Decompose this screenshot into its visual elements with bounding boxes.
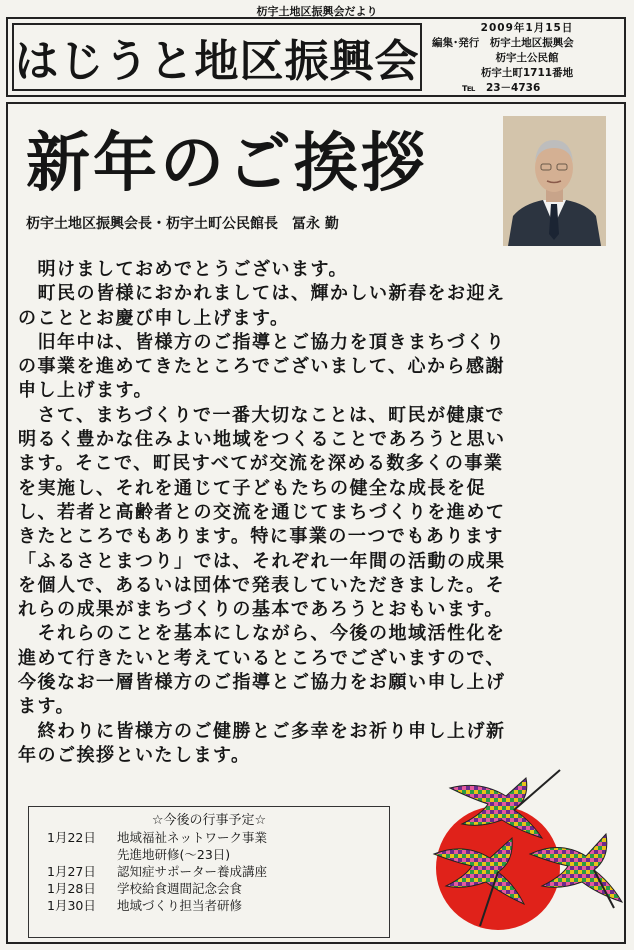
schedule-item — [47, 897, 387, 914]
body-line: 進めて行きたいと考えているところでございますので、 — [18, 647, 505, 669]
body-line: きたところでもあります。特に事業の一つでもあります — [18, 526, 504, 548]
schedule-date — [47, 846, 117, 863]
event-schedule-title: ☆今後の行事予定☆ — [151, 813, 267, 828]
body-line: 今後なお一層皆様方のご指導とご協力をお願い申し上げ — [18, 672, 506, 694]
publisher-tel: ℡ 23－4736 — [462, 82, 541, 94]
greeting-body — [18, 258, 618, 768]
rising-sun-cranes-illustration — [410, 758, 626, 940]
schedule-event: 地域づくり担当者研修 — [117, 898, 243, 913]
publisher-office: 杤宇土公民館 — [495, 52, 559, 64]
body-line: 明るく豊かな住みよい地域をつくることであろうと思い — [18, 429, 506, 451]
author-portrait-photo — [503, 116, 606, 246]
issue-date: 2009年1月15日 — [480, 22, 574, 34]
body-line: 旧年中は、皆様方のご指導とご協力を頂きまちづくり — [18, 331, 506, 353]
schedule-event: 地域福祉ネットワーク事業 — [117, 830, 268, 845]
article-author: 杤宇土地区振興会長・杤宇土町公民館長 冨永 勤 — [26, 216, 339, 232]
body-line: 申し上げます。 — [18, 380, 154, 402]
body-line: を実施し、それを通じて子どもたちの健全な成長を促 — [18, 477, 486, 499]
schedule-date: 1月27日 — [47, 864, 96, 879]
masthead-caption: 杤宇土地区振興会だより — [256, 5, 378, 18]
article-title: 新年のご挨拶 — [26, 127, 428, 201]
publisher-editor: 編集･発行 杤宇土地区振興会 — [432, 37, 574, 49]
body-line: の事業を進めてきたところでございまして、心から感謝 — [18, 356, 505, 378]
event-schedule-box — [28, 806, 390, 938]
body-line: それらのことを基本にしながら、今後の地域活性化を — [18, 623, 506, 645]
schedule-event: 認知症サポーター養成講座 — [117, 864, 268, 879]
body-line: し、若者と高齢者との交流を通じてまちづくりを進めて — [18, 501, 506, 523]
schedule-item — [47, 846, 387, 863]
publisher-info — [432, 21, 622, 96]
schedule-event: 学校給食週間記念会食 — [117, 881, 243, 896]
body-line: れらの成果がまちづくりの基本であろうとおもいます。 — [18, 599, 504, 621]
schedule-date: 1月30日 — [47, 898, 96, 913]
body-line: 終わりに皆様方のご健勝とご多幸をお祈り申し上げ新 — [18, 720, 506, 742]
masthead-title: はじうと地区振興会 — [14, 36, 420, 87]
body-line: 年のご挨拶といたします。 — [18, 744, 251, 766]
schedule-item — [47, 863, 387, 880]
schedule-item — [47, 829, 387, 846]
body-line: のこととお慶び申し上げます。 — [18, 307, 290, 329]
schedule-item — [47, 880, 387, 897]
body-line: 「ふるさとまつり」では、それぞれ一年間の活動の成果 — [18, 550, 506, 572]
masthead-title-box — [12, 23, 422, 91]
body-line: を個人で、あるいは団体で発表していただきました。そ — [18, 574, 506, 596]
body-line: ます。そこで、町民すべてが交流を深める数多くの事業 — [18, 453, 504, 475]
publisher-address: 杤宇土町1711番地 — [480, 67, 574, 79]
schedule-date: 1月22日 — [47, 830, 96, 845]
body-line: 明けましておめでとうございます。 — [18, 259, 349, 280]
body-line: ます。 — [18, 696, 76, 718]
schedule-event: 先進地研修(～23日) — [117, 847, 231, 862]
masthead — [6, 17, 626, 97]
schedule-date: 1月28日 — [47, 881, 96, 896]
body-line: さて、まちづくりで一番大切なことは、町民が健康で — [18, 404, 505, 426]
body-line: 町民の皆様におかれましては、輝かしい新春をお迎え — [18, 283, 506, 305]
event-schedule-list — [47, 829, 387, 914]
